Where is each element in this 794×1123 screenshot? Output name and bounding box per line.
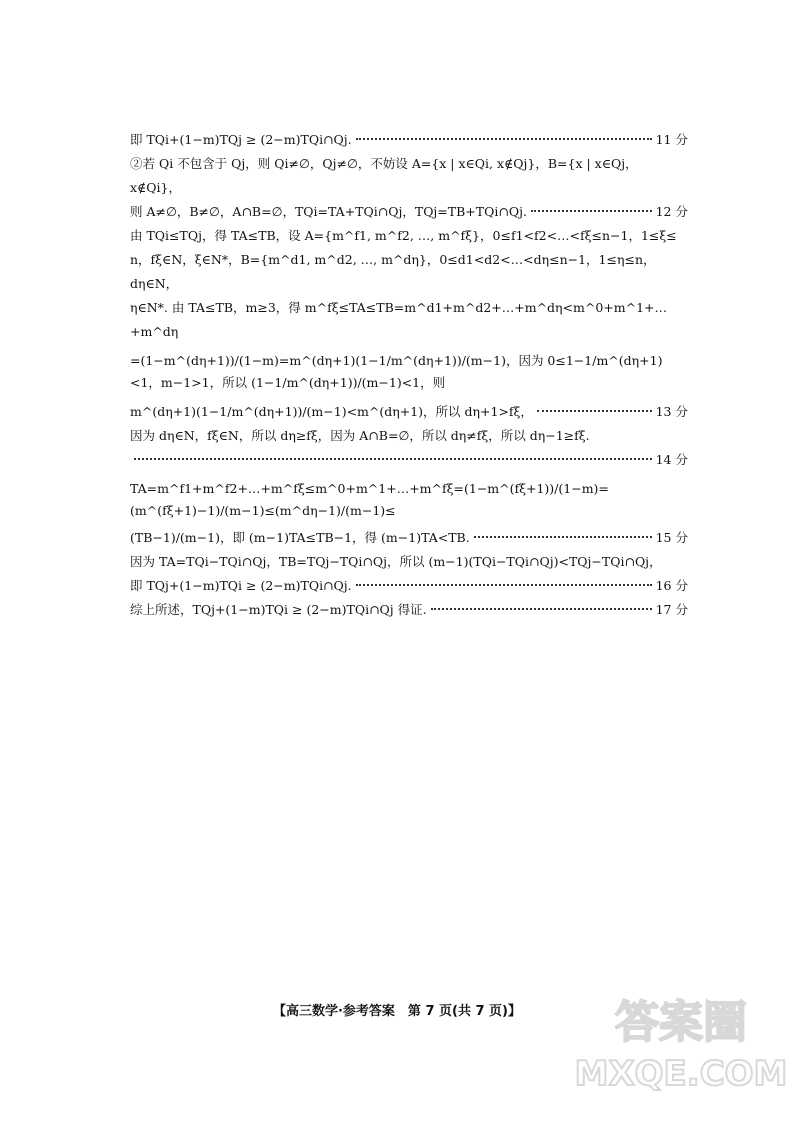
line-16: 综上所述，TQj+(1−m)TQi ≥ (2−m)TQi∩Qj 得证. 17 分	[130, 602, 688, 617]
line-1: 即 TQi+(1−m)TQj ≥ (2−m)TQi∩Qj. 11 分	[130, 132, 688, 147]
line-9: m^(dη+1)(1−1/m^(dη+1))/(m−1)<m^(dη+1)，所以 dη+1>fξ， 13 分	[130, 404, 688, 419]
line-14: 因为 TA=TQi−TQi∩Qj，TB=TQj−TQi∩Qj，所以 (m−1)(TQi−TQi∩Qj)<TQj−TQi∩Qj，	[130, 554, 662, 569]
line-12: TA=m^f1+m^f2+…+m^fξ≤m^0+m^1+…+m^fξ=(1−m^(fξ+1))/(1−m)=(m^(fξ+1)−1)/(m−1)≤(m^dη−1)/(m−1)≤	[130, 481, 609, 518]
line-3: x∉Qi}，	[130, 180, 182, 195]
leader-dots	[356, 138, 652, 140]
page-footer: 【高三数学·参考答案 第 7 页(共 7 页)】	[272, 1004, 522, 1019]
leader-dots	[531, 210, 652, 212]
line-6: n，fξ∈N，ξ∈N*，B={m^d1, m^d2, …, m^dη}，0≤d1<d2<…<dη≤n−1，1≤η≤n，dη∈N，	[130, 252, 656, 291]
answer-content	[130, 128, 688, 622]
leader-dots	[134, 458, 652, 460]
line-4: 则 A≠∅，B≠∅，A∩B=∅，TQi=TA+TQi∩Qj，TQj=TB+TQi∩Qj. 12 分	[130, 204, 688, 219]
line-7: η∈N*. 由 TA≤TB，m≥3，得 m^fξ≤TA≤TB=m^d1+m^d2+…+m^dη<m^0+m^1+…+m^dη	[130, 300, 668, 339]
line-13: (TB−1)/(m−1)，即 (m−1)TA≤TB−1，得 (m−1)TA<TB. 15 分	[130, 530, 688, 545]
line-5: 由 TQi≤TQj，得 TA≤TB，设 A={m^f1, m^f2, …, m^fξ}，0≤f1<f2<…<fξ≤n−1，1≤ξ≤	[130, 228, 677, 243]
line-10: 因为 dη∈N，fξ∈N，所以 dη≥fξ，因为 A∩B=∅，所以 dη≠fξ，所以 dη−1≥fξ.	[130, 428, 590, 443]
watermark-logo	[574, 985, 788, 1095]
leader-dots	[431, 608, 652, 610]
line-2: ②若 Qi 不包含于 Qj，则 Qi≠∅，Qj≠∅，不妨设 A={x | x∈Qi, x∉Qj}，B={x | x∈Qj，	[130, 156, 638, 171]
watermark-bottom-text: MXQE.COM	[574, 1054, 788, 1094]
line-11: 14 分	[130, 448, 688, 472]
line-8: =(1−m^(dη+1))/(1−m)=m^(dη+1)(1−1/m^(dη+1))/(m−1)，因为 0≤1−1/m^(dη+1)<1，m−1>1，所以 (1−1/m^(dη+1))/(m−1)<1，则	[130, 353, 663, 390]
watermark-top-text: 答案圈	[615, 997, 747, 1048]
line-15: 即 TQj+(1−m)TQi ≥ (2−m)TQi∩Qj. 16 分	[130, 578, 688, 593]
leader-dots	[474, 536, 652, 538]
leader-dots	[356, 584, 652, 586]
leader-dots	[537, 410, 652, 412]
